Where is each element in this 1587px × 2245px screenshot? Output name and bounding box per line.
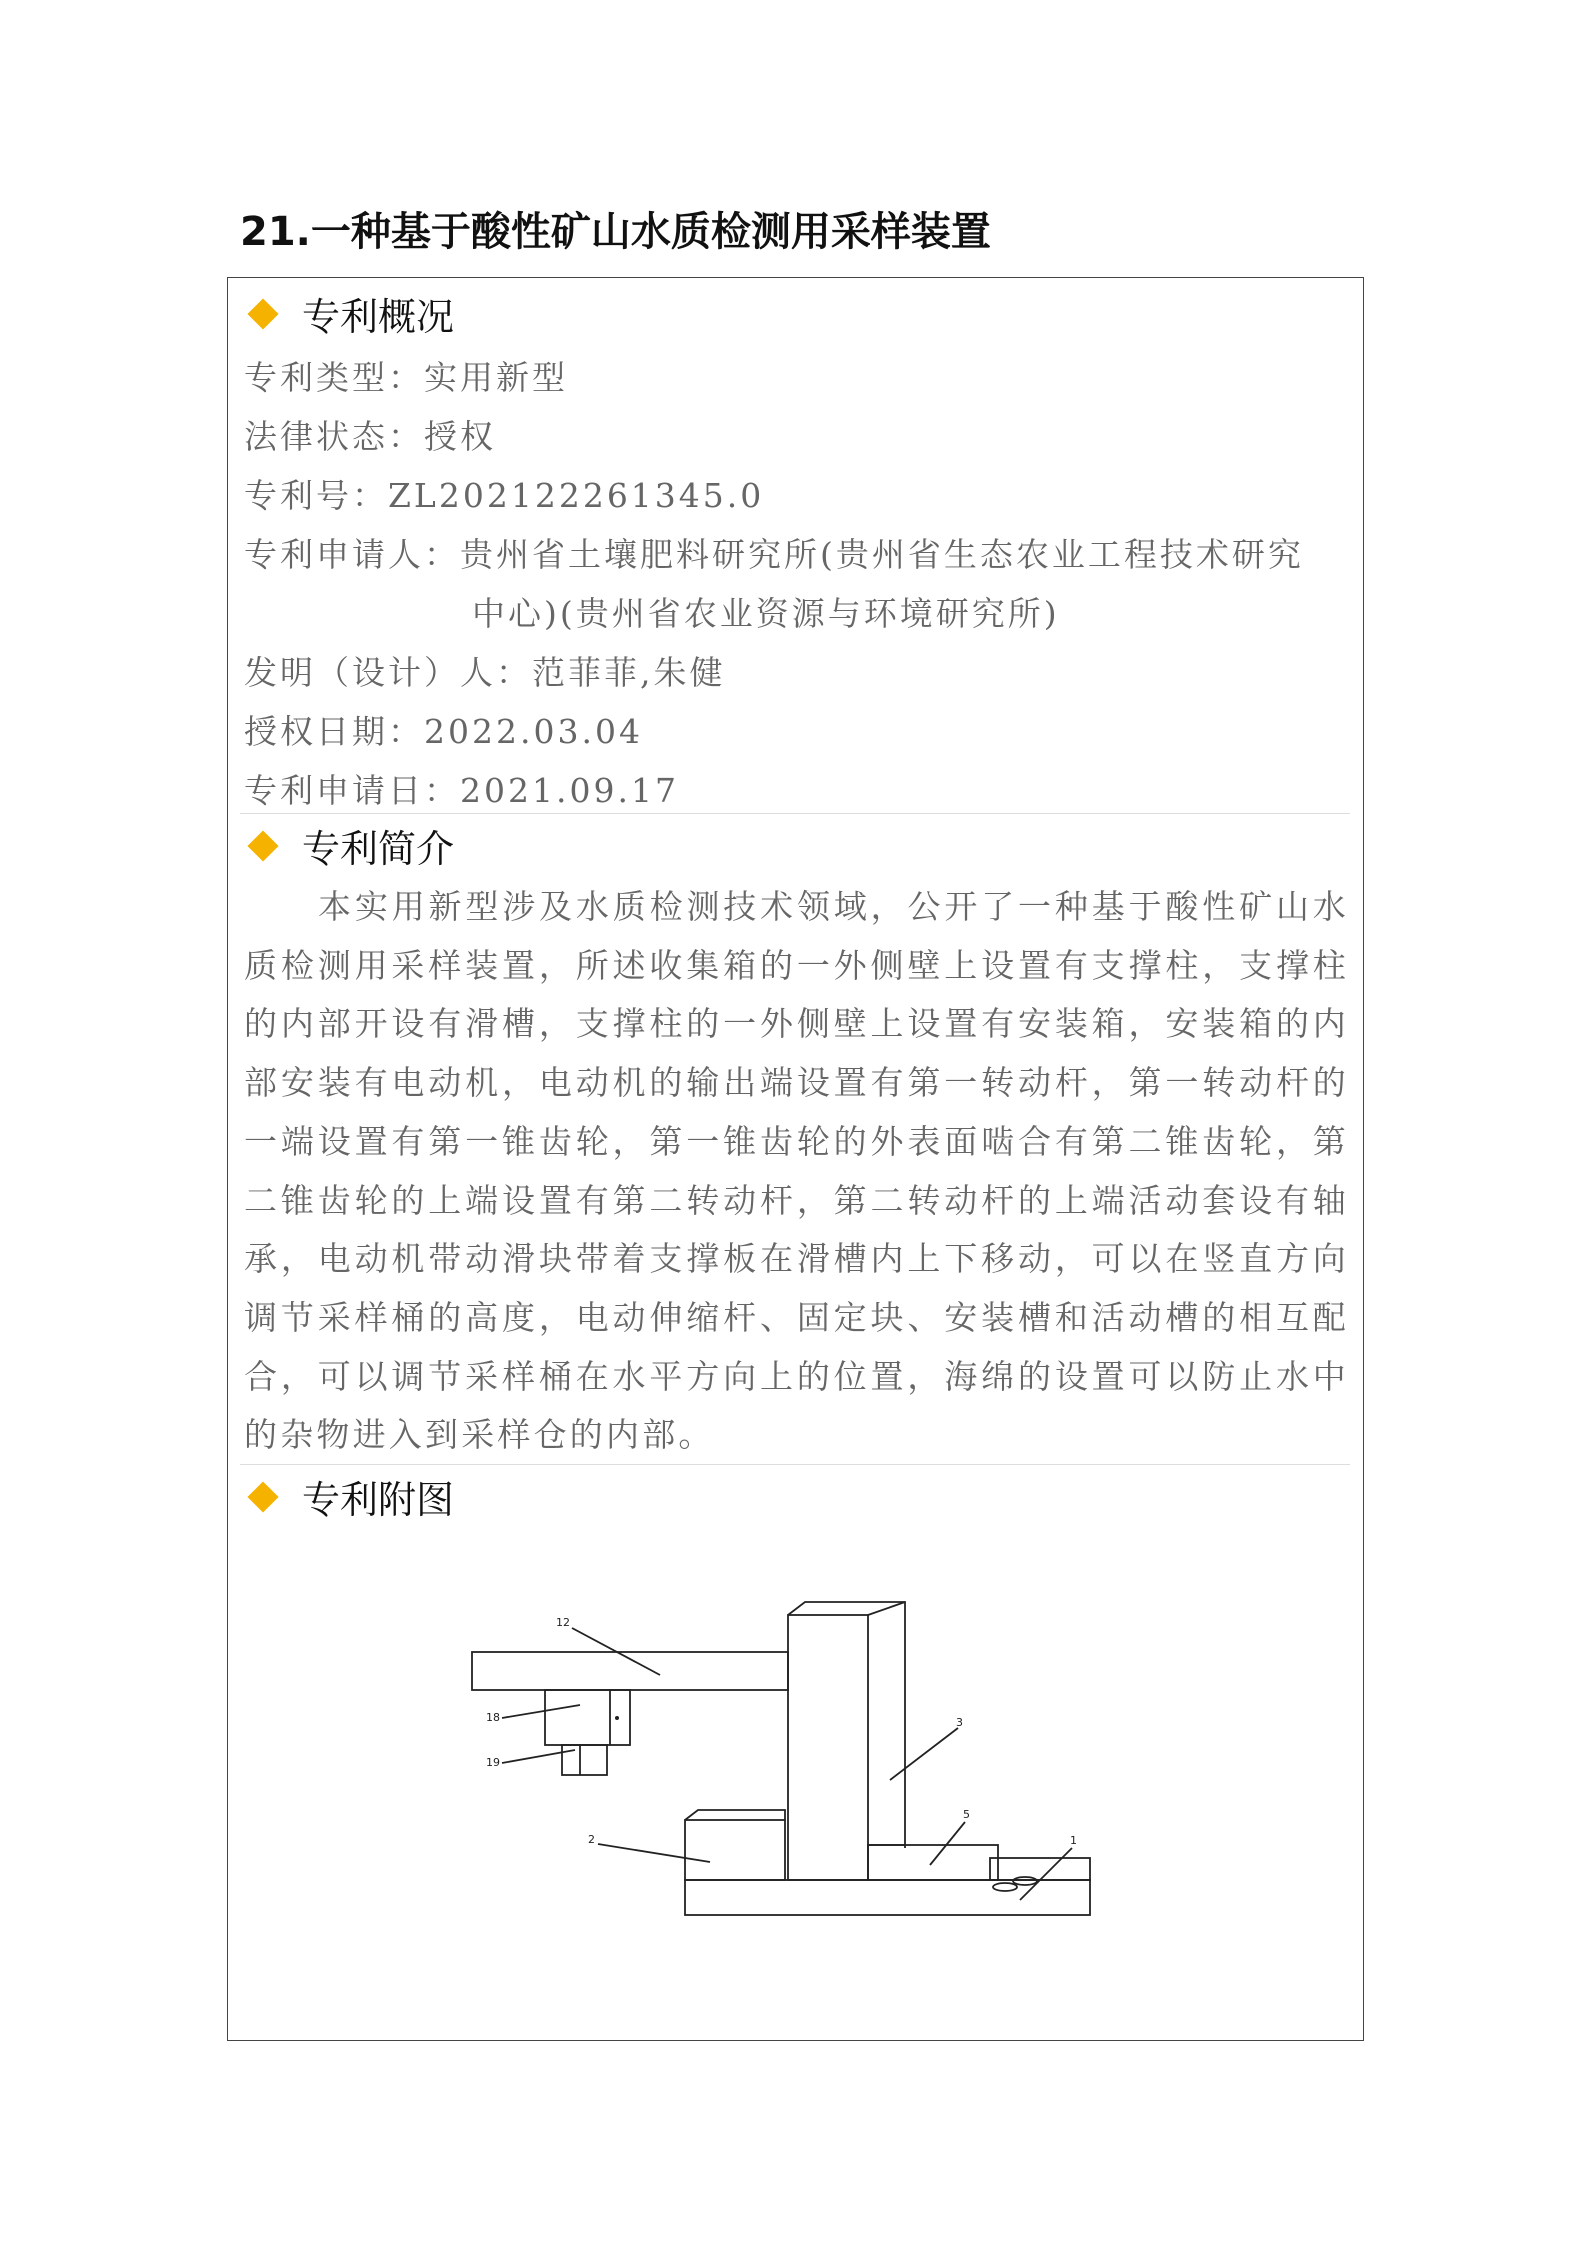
summary-heading bbox=[244, 818, 454, 873]
diamond-bullet-icon bbox=[247, 1481, 278, 1512]
inventor-label: 发明（设计）人： bbox=[244, 653, 532, 692]
figure-label-5: 5 bbox=[963, 1808, 970, 1821]
patent-drawing bbox=[460, 1600, 1120, 1940]
figure-label-18: 18 bbox=[486, 1711, 500, 1724]
sponge-block bbox=[562, 1745, 607, 1775]
horizontal-arm bbox=[472, 1652, 788, 1690]
figure-label-19: 19 bbox=[486, 1756, 500, 1769]
diamond-bullet-icon bbox=[247, 830, 278, 861]
figure-heading bbox=[244, 1469, 454, 1524]
patent-number-label: 专利号： bbox=[244, 476, 388, 515]
grant-date-row bbox=[244, 706, 643, 753]
overview-heading-text: 专利概况 bbox=[302, 295, 455, 339]
summary-heading-text: 专利简介 bbox=[302, 827, 455, 871]
patent-number-value: ZL202122261345.0 bbox=[388, 476, 765, 515]
inventor-value: 范菲菲,朱健 bbox=[532, 653, 726, 692]
collection-box bbox=[685, 1820, 785, 1880]
applicant-row-continued bbox=[472, 588, 1060, 635]
patent-type-label: 专利类型： bbox=[244, 358, 424, 397]
figure-heading-text: 专利附图 bbox=[302, 1478, 455, 1522]
filing-date-row bbox=[244, 765, 679, 812]
filing-date-value: 2021.09.17 bbox=[460, 771, 679, 810]
figure-label-3: 3 bbox=[956, 1716, 963, 1729]
section-divider bbox=[240, 1464, 1350, 1465]
applicant-value-line2: 中心)(贵州省农业资源与环境研究所) bbox=[472, 594, 1060, 633]
applicant-value-line1: 贵州省土壤肥料研究所(贵州省生态农业工程技术研究 bbox=[460, 535, 1304, 574]
support-column bbox=[788, 1615, 868, 1880]
diamond-bullet-icon bbox=[247, 298, 278, 329]
legal-status-label: 法律状态： bbox=[244, 417, 424, 456]
grant-date-value: 2022.03.04 bbox=[424, 712, 643, 751]
overview-heading bbox=[244, 286, 454, 341]
applicant-row bbox=[244, 529, 1304, 576]
figure-label-1: 1 bbox=[1070, 1834, 1077, 1847]
patent-type-value: 实用新型 bbox=[424, 358, 568, 397]
legal-status-value: 授权 bbox=[424, 417, 496, 456]
section-divider bbox=[240, 813, 1350, 814]
patent-type-row bbox=[244, 352, 568, 399]
patent-number-row bbox=[244, 470, 764, 517]
legal-status-row bbox=[244, 411, 496, 458]
page-title: 21.一种基于酸性矿山水质检测用采样装置 bbox=[240, 209, 991, 255]
grant-date-label: 授权日期： bbox=[244, 712, 424, 751]
figure-label-12: 12 bbox=[556, 1616, 570, 1629]
filing-date-label: 专利申请日： bbox=[244, 771, 460, 810]
figure-label-2: 2 bbox=[588, 1833, 595, 1846]
applicant-label: 专利申请人： bbox=[244, 535, 460, 574]
summary-text: 本实用新型涉及水质检测技术领域，公开了一种基于酸性矿山水质检测用采样装置，所述收集箱的一外侧壁上设置有支撑柱，支撑柱的内部开设有滑槽，支撑柱的一外侧壁上设置有安装箱，安装箱的内部安装有电动机，电动机的输出端设置有第一转动杆，第一转动杆的一端设置有第一锥齿轮，第一锥齿轮的外表面啮合有第二锥齿轮，第二锥齿轮的上端设置有第二转动杆，第二转动杆的上端活动套设有轴承，电动机带动滑块带着支撑板在滑槽内上下移动，可以在竖直方向调节采样桶的高度，电动伸缩杆、固定块、安装槽和活动槽的相互配合，可以调节采样桶在水平方向上的位置，海绵的设置可以防止水中的杂物进入到采样仓的内部。 bbox=[244, 887, 1349, 1455]
inventor-row bbox=[244, 647, 726, 694]
